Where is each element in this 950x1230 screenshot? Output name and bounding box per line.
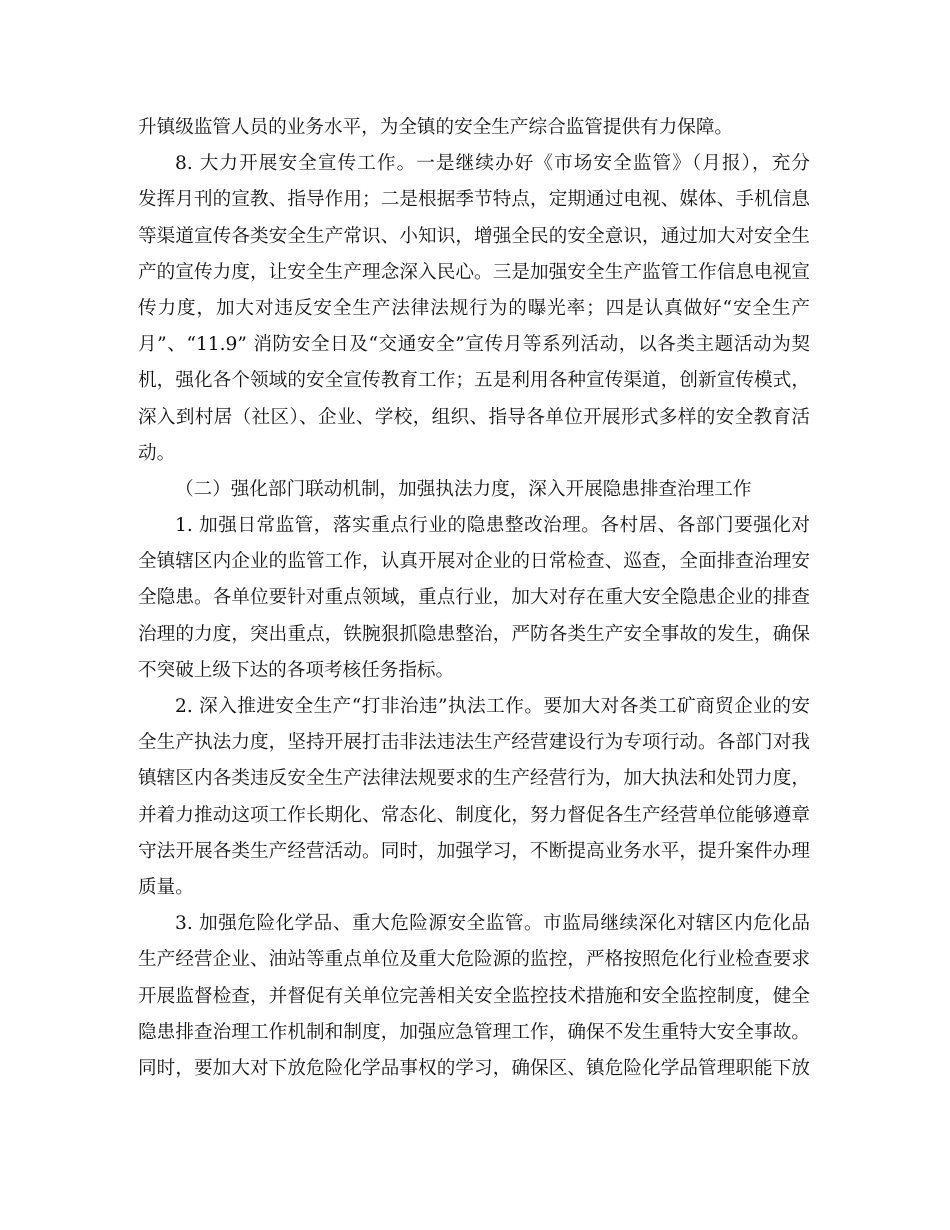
document-line: 月”、“11.9” 消防安全日及“交通安全”宣传月等系列活动，以各类主题活动为契 [138,334,810,356]
document-line: 全镇辖区内企业的监管工作，认真开展对企业的日常检查、巡查，全面排查治理安 [138,551,810,573]
document-line: 发挥月刊的宣教、指导作用；二是根据季节特点，定期通过电视、媒体、手机信息 [138,189,810,211]
document-line: 传力度，加大对违反安全生产法律法规行为的曝光率；四是认真做好“安全生产 [138,297,810,319]
document-line: 镇辖区内各类违反安全生产法律法规要求的生产经营行为，加大执法和处罚力度， [138,768,810,790]
document-line: 并着力推动这项工作长期化、常态化、制度化，努力督促各生产经营单位能够遵章 [138,804,810,826]
document-line: （二）强化部门联动机制，加强执法力度，深入开展隐患排查治理工作 [175,478,752,500]
document-line: 全生产执法力度，坚持开展打击非法违法生产经营建设行为专项行动。各部门对我 [138,732,810,754]
document-line: 3. 加强危险化学品、重大危险源安全监管。市监局继续深化对辖区内危化品 [175,913,810,935]
document-line: 隐患排查治理工作机制和制度，加强应急管理工作，确保不发生重特大安全事故。 [138,1021,810,1043]
document-line: 8. 大力开展安全宣传工作。一是继续办好《市场安全监管》（月报），充分 [175,153,810,175]
document-line: 机，强化各个领域的安全宣传教育工作；五是利用各种宣传渠道，创新宣传模式， [138,370,810,392]
document-line: 开展监督检查，并督促有关单位完善相关安全监控技术措施和安全监控制度，健全 [138,985,810,1007]
document-line: 治理的力度，突出重点，铁腕狠抓隐患整治，严防各类生产安全事故的发生，确保 [138,623,810,645]
document-line: 生产经营企业、油站等重点单位及重大危险源的监控，严格按照危化行业检查要求 [138,949,810,971]
document-line: 产的宣传力度，让安全生产理念深入民心。三是加强安全生产监管工作信息电视宣 [138,261,810,283]
document-line: 全隐患。各单位要针对重点领域，重点行业，加大对存在重大安全隐患企业的排查 [138,587,810,609]
document-line: 不突破上级下达的各项考核任务指标。 [138,659,455,681]
document-line: 升镇级监管人员的业务水平，为全镇的安全生产综合监管提供有力保障。 [138,117,734,138]
document-line: 守法开展各类生产经营活动。同时，加强学习，不断提高业务水平，提升案件办理 [138,840,810,862]
document-line: 深入到村居（社区）、企业、学校，组织、指导各单位开展形式多样的安全教育活 [138,406,810,428]
document-line: 质量。 [138,876,194,898]
document-line: 等渠道宣传各类安全生产常识、小知识，增强全民的安全意识，通过加大对安全生 [138,225,810,247]
document-body [138,110,810,1087]
document-line: 同时，要加大对下放危险化学品事权的学习，确保区、镇危险化学品管理职能下放 [138,1057,810,1079]
document-line: 2. 深入推进安全生产“打非治违”执法工作。要加大对各类工矿商贸企业的安 [175,696,810,717]
document-line: 动。 [138,442,176,464]
document-line: 1. 加强日常监管，落实重点行业的隐患整改治理。各村居、各部门要强化对 [175,515,810,537]
